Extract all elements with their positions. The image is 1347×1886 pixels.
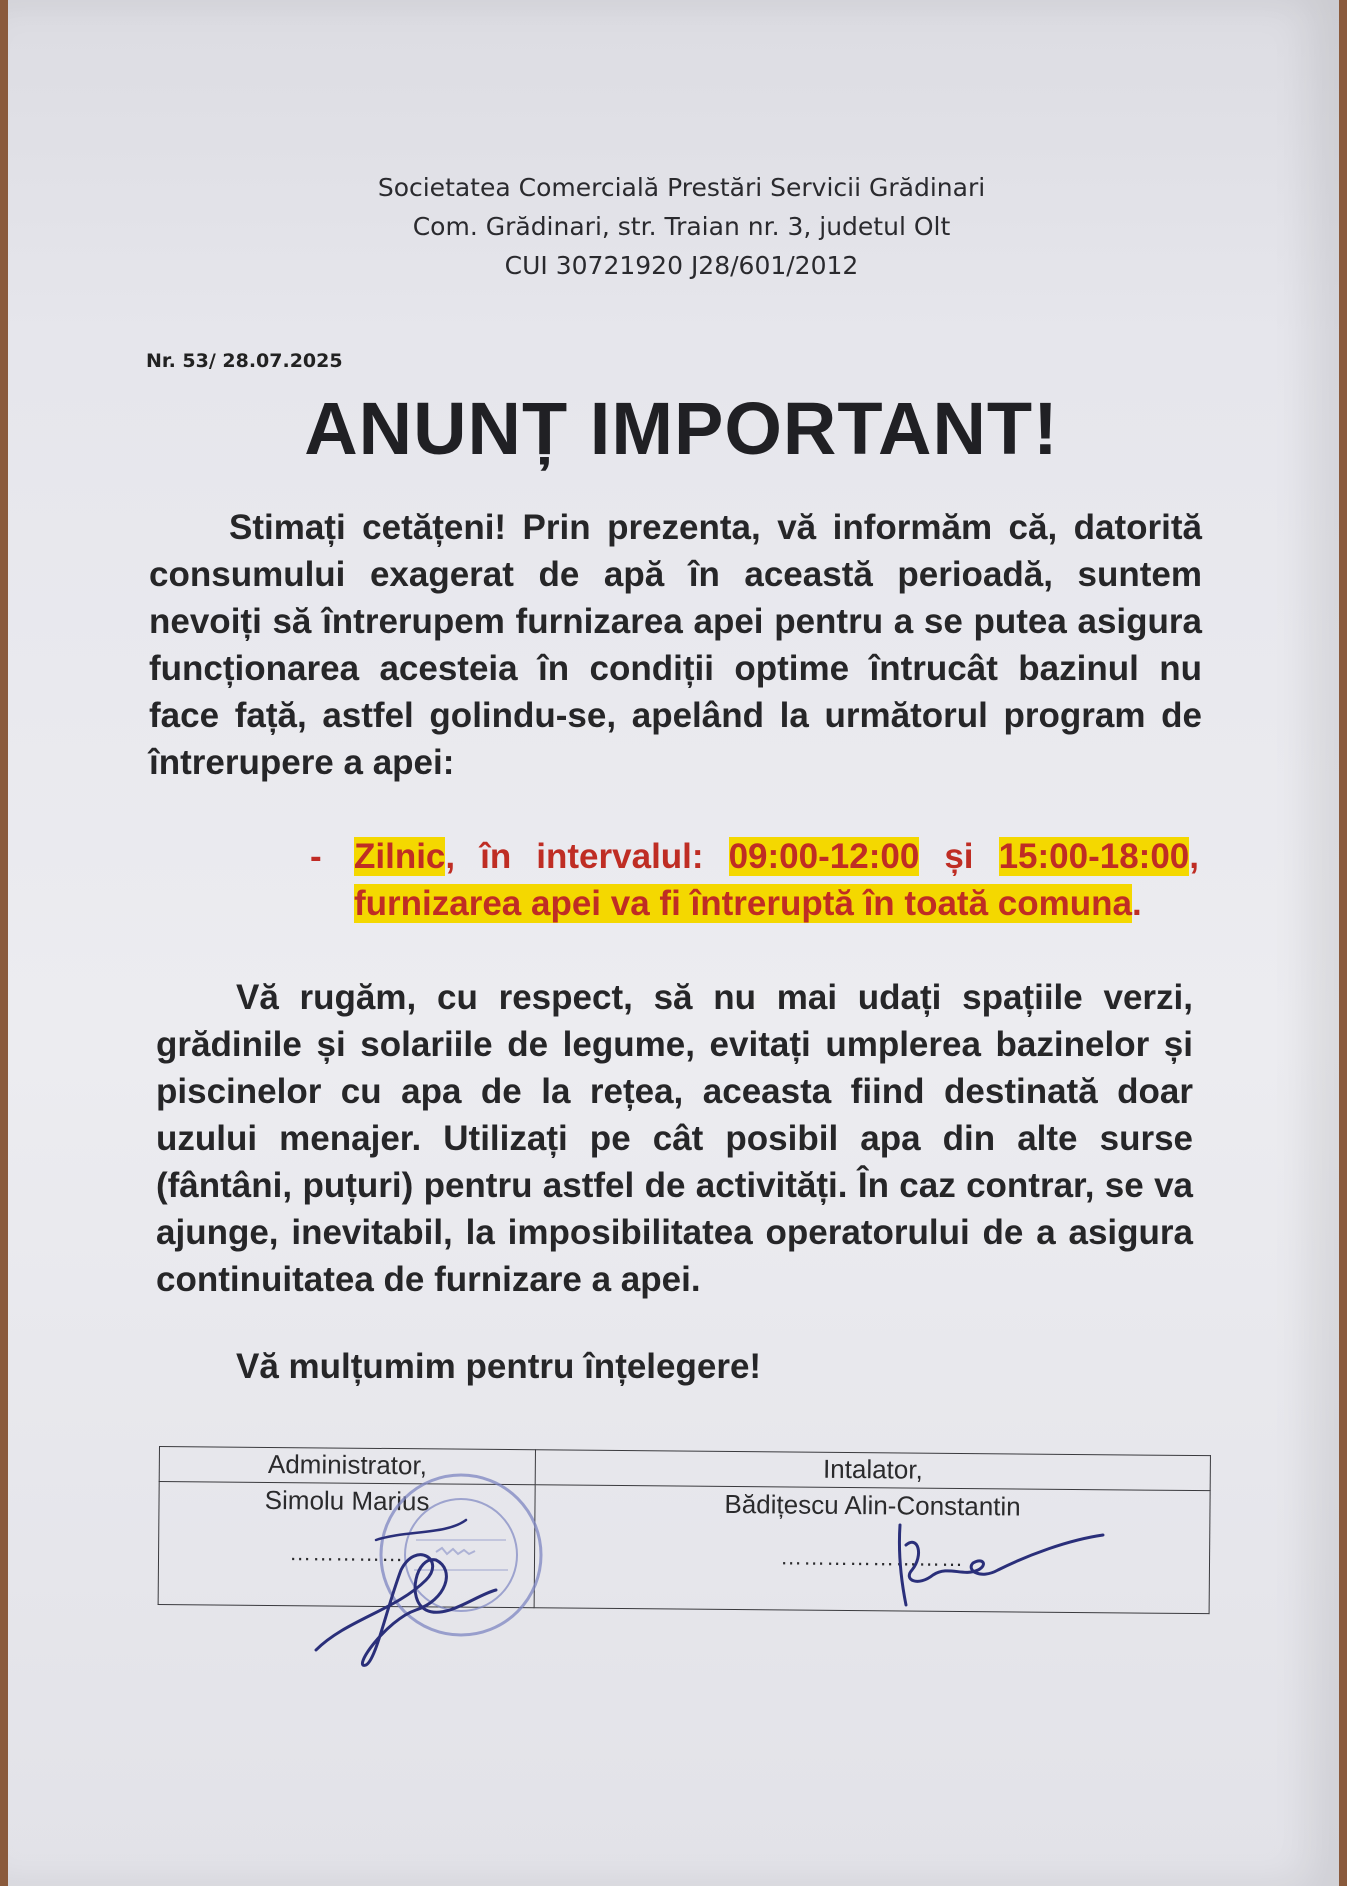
schedule-text-d: . <box>1131 884 1142 923</box>
schedule-item <box>354 833 1199 927</box>
schedule-text-a: , în intervalul: <box>445 837 729 876</box>
request-text: Vă rugăm, cu respect, să nu mai udați spațiile verzi, grădinile și solariile de legume, evitați umplerea bazinelor și piscinelor cu apa de la rețea, aceasta fiind destinată doar uzului menajer. Utilizați pe cât posibil apa din alte surse (fântâni, puțuri) pentru astfel de activități. În caz contrar, se va ajunge, inevitabil, la imposibilitatea operatorului de a asigura continuitatea de furnizare a apei. <box>156 978 1193 1299</box>
installer-signature-line: …………………… <box>780 1544 965 1572</box>
company-name: Societatea Comercială Prestări Servicii Grădinari <box>377 173 986 202</box>
schedule-text-b: și <box>919 837 999 876</box>
company-address: Com. Grădinari, str. Traian nr. 3, judetul Olt <box>412 212 951 241</box>
right-role-cell <box>535 1450 1210 1491</box>
document-page <box>8 0 1339 1886</box>
schedule-text-c: , <box>1189 837 1199 876</box>
highlight-interruption: furnizarea apei va fi întreruptă în toată comuna <box>354 884 1132 923</box>
installer-label: Intalator, <box>822 1453 923 1485</box>
bullet-marker: - <box>310 837 322 876</box>
company-header <box>8 168 1347 285</box>
request-paragraph <box>156 974 1193 1303</box>
intro-text: Stimați cetățeni! Prin prezenta, vă informăm că, datorită consumului exagerat de apă în această perioadă, suntem nevoiți să întrerupem furnizarea apei pentru a se putea asigura funcționarea acesteia în condiții optime întrucât bazinul nu face față, astfel golindu-se, apelând la următorul program de întrerupere a apei: <box>149 508 1202 782</box>
page-title: ANUNȚ IMPORTANT! <box>304 387 1059 470</box>
thanks-paragraph <box>156 1343 1193 1390</box>
installer-signature <box>888 1515 1108 1615</box>
company-registration: CUI 30721920 J28/601/2012 <box>504 251 859 280</box>
administrator-name: Simolu Marius <box>264 1484 430 1517</box>
intro-paragraph <box>149 504 1202 786</box>
administrator-signature-line: …………… <box>289 1540 405 1567</box>
highlight-day: Zilnic <box>354 837 446 876</box>
administrator-label: Administrator, <box>267 1448 428 1481</box>
right-signature-cell <box>534 1485 1210 1614</box>
administrator-signature <box>306 1500 506 1680</box>
installer-name: Bădițescu Alin-Constantin <box>724 1488 1021 1522</box>
reference-number: Nr. 53/ 28.07.2025 <box>146 350 343 372</box>
highlight-interval-2: 15:00-18:00 <box>998 837 1190 876</box>
thanks-text: Vă mulțumim pentru înțelegere! <box>236 1347 762 1386</box>
highlight-interval-1: 09:00-12:00 <box>728 837 920 876</box>
